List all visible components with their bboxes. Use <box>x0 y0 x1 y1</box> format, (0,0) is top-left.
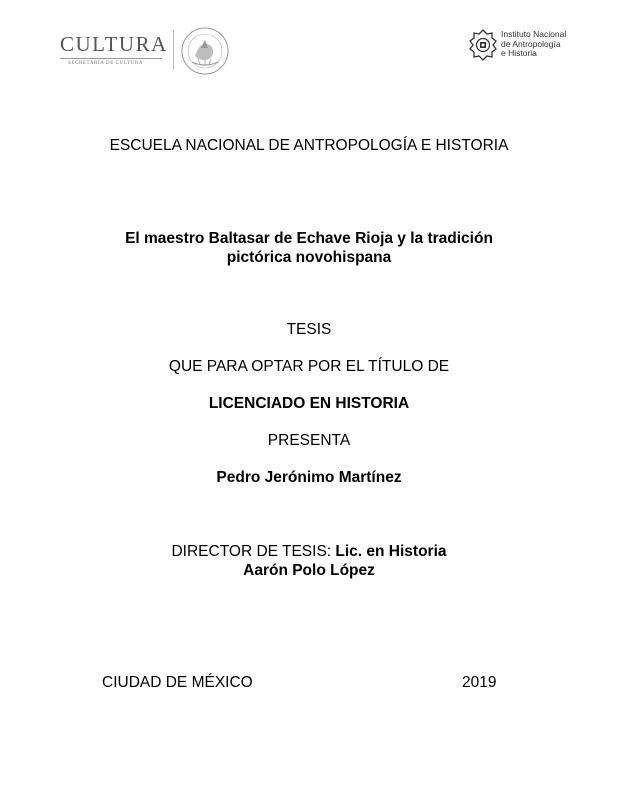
degree-purpose: QUE PARA OPTAR POR EL TÍTULO DE <box>168 358 450 375</box>
cultura-wordmark: CULTURA <box>60 32 168 56</box>
inah-line-2: de Antropología <box>501 38 561 49</box>
author-name: Pedro Jerónimo Martínez <box>216 469 402 486</box>
director-title: Lic. en Historia <box>335 543 447 560</box>
inah-logo <box>468 28 578 64</box>
cultura-rule <box>60 58 162 59</box>
degree-name: LICENCIADO EN HISTORIA <box>208 395 410 412</box>
mexico-seal-icon <box>180 26 230 76</box>
city: CIUDAD DE MÉXICO <box>102 674 253 691</box>
director-line <box>0 543 618 561</box>
document-type: TESIS <box>286 321 332 338</box>
cultura-logo <box>60 26 230 76</box>
director-label: DIRECTOR DE TESIS: <box>171 543 336 560</box>
inah-emblem-icon <box>468 28 498 62</box>
presents-label: PRESENTA <box>267 432 351 449</box>
thesis-title-line-2: pictórica novohispana <box>226 249 392 266</box>
director-name: Aarón Polo López <box>243 562 375 579</box>
inah-line-3: e Historia <box>501 48 537 58</box>
logo-divider <box>173 30 174 70</box>
year: 2019 <box>462 674 497 691</box>
school-name: ESCUELA NACIONAL DE ANTROPOLOGÍA E HISTORIA <box>109 137 509 154</box>
thesis-title-line-1: El maestro Baltasar de Echave Rioja y la tradición <box>125 230 493 247</box>
inah-text <box>501 30 566 59</box>
inah-line-1: Instituto Nacional <box>501 29 567 39</box>
cultura-subtitle: SECRETARÍA DE CULTURA <box>68 61 144 66</box>
